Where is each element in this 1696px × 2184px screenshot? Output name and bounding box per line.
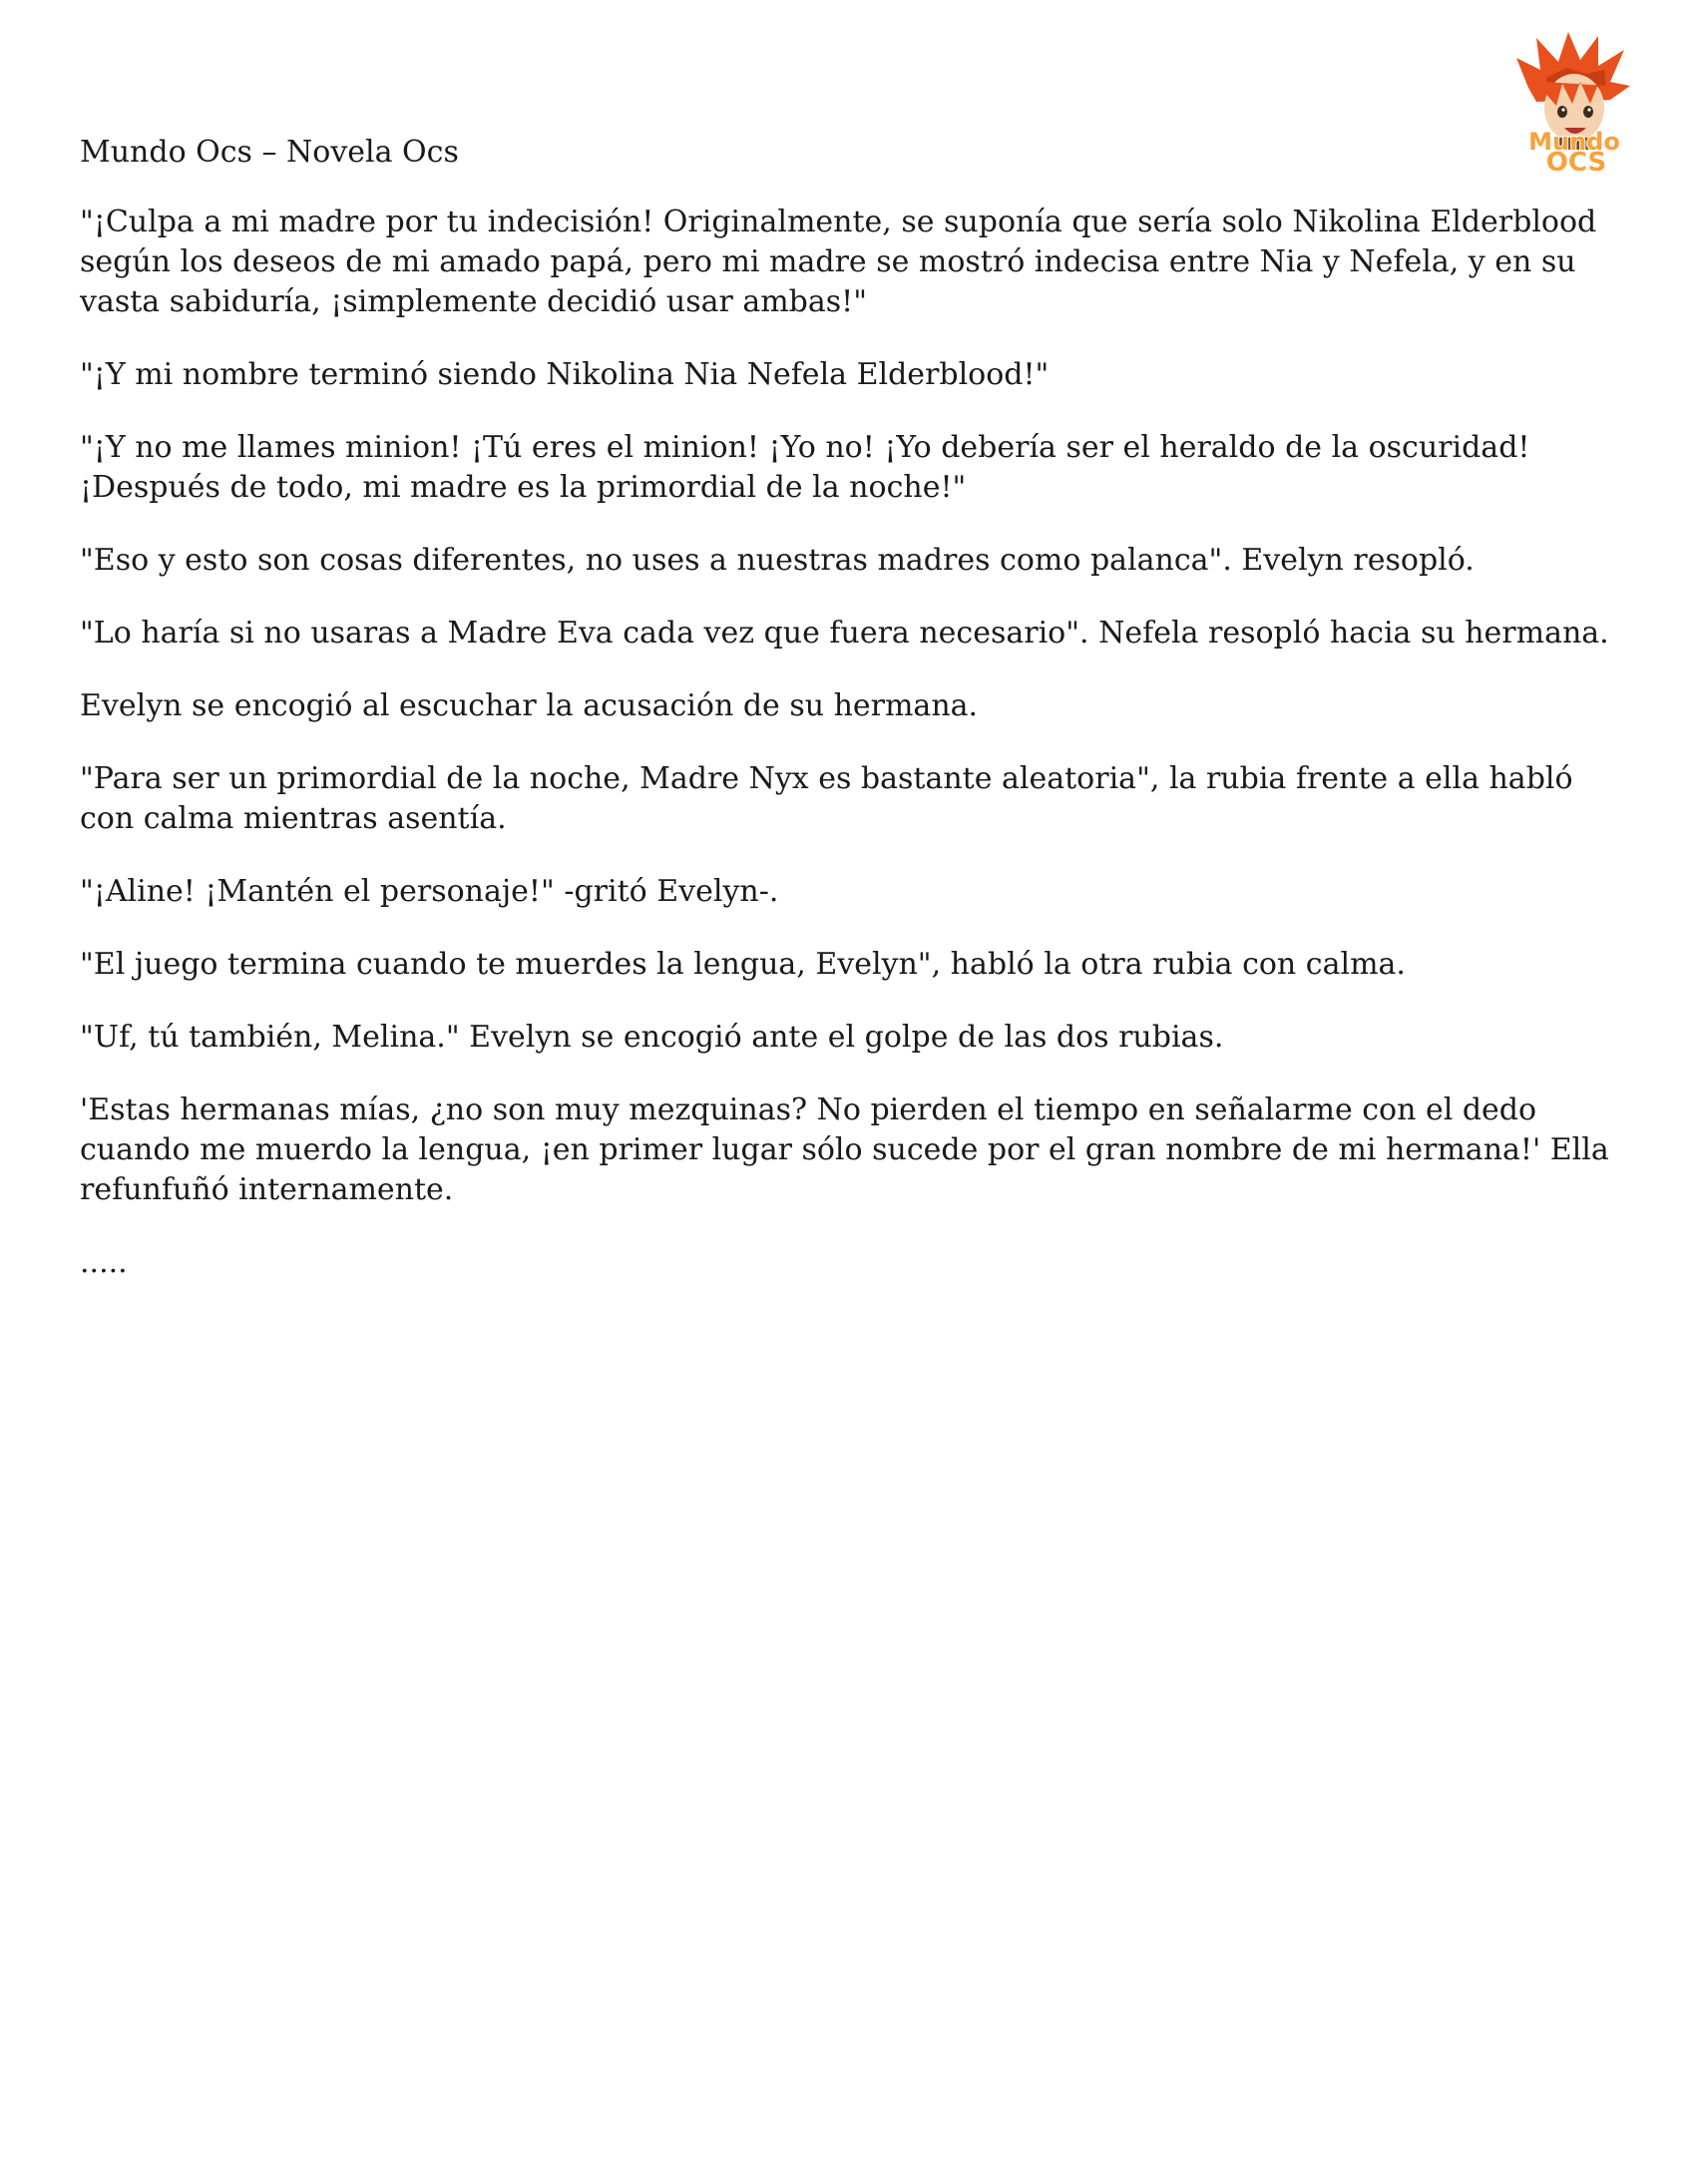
paragraph: "Para ser un primordial de la noche, Madre Nyx es bastante aleatoria", la rubia frente a ella habló con calma mientras asentía.	[80, 761, 1573, 836]
paragraph: "¡Y mi nombre terminó siendo Nikolina Nia Nefela Elderblood!"	[80, 357, 1050, 392]
svg-text:Mundo: Mundo	[1528, 128, 1620, 156]
document-body	[80, 133, 1636, 1316]
paragraph: "¡Y no me llames minion! ¡Tú eres el minion! ¡Yo no! ¡Yo debería ser el heraldo de la oscuridad! ¡Después de todo, mi madre es la primordial de la noche!"	[80, 430, 1530, 505]
svg-text:OCS: OCS	[1545, 148, 1607, 174]
document-header: Mundo Ocs – Novela Ocs	[80, 135, 459, 170]
paragraph: "Uf, tú también, Melina." Evelyn se encogió ante el golpe de las dos rubias.	[80, 1020, 1224, 1055]
paragraph: "¡Culpa a mi madre por tu indecisión! Originalmente, se suponía que sería solo Nikolina Elderblood según los deseos de mi amado papá, pero mi madre se mostró indecisa entre Nia y Nefela, y en su vasta sabiduría, ¡simplemente decidió usar ambas!"	[80, 205, 1597, 319]
paragraph: Evelyn se encogió al escuchar la acusación de su hermana.	[80, 688, 979, 723]
paragraph: 'Estas hermanas mías, ¿no son muy mezquinas? No pierden el tiempo en señalarme con el dedo cuando me muerdo la lengua, ¡en primer lugar sólo sucede por el gran nombre de mi hermana!' Ella refunfuñó internamente.	[80, 1092, 1609, 1207]
paragraph: "El juego termina cuando te muerdes la lengua, Evelyn", habló la otra rubia con calma.	[80, 947, 1406, 982]
paragraph: "Lo haría si no usaras a Madre Eva cada vez que fuera necesario". Nefela resopló hacia su hermana.	[80, 616, 1609, 651]
paragraph: "¡Aline! ¡Mantén el personaje!" -gritó Evelyn-.	[80, 874, 779, 909]
ellipsis-separator: .....	[80, 1245, 128, 1280]
paragraph: "Eso y esto son cosas diferentes, no uses a nuestras madres como palanca". Evelyn resopló.	[80, 543, 1475, 578]
